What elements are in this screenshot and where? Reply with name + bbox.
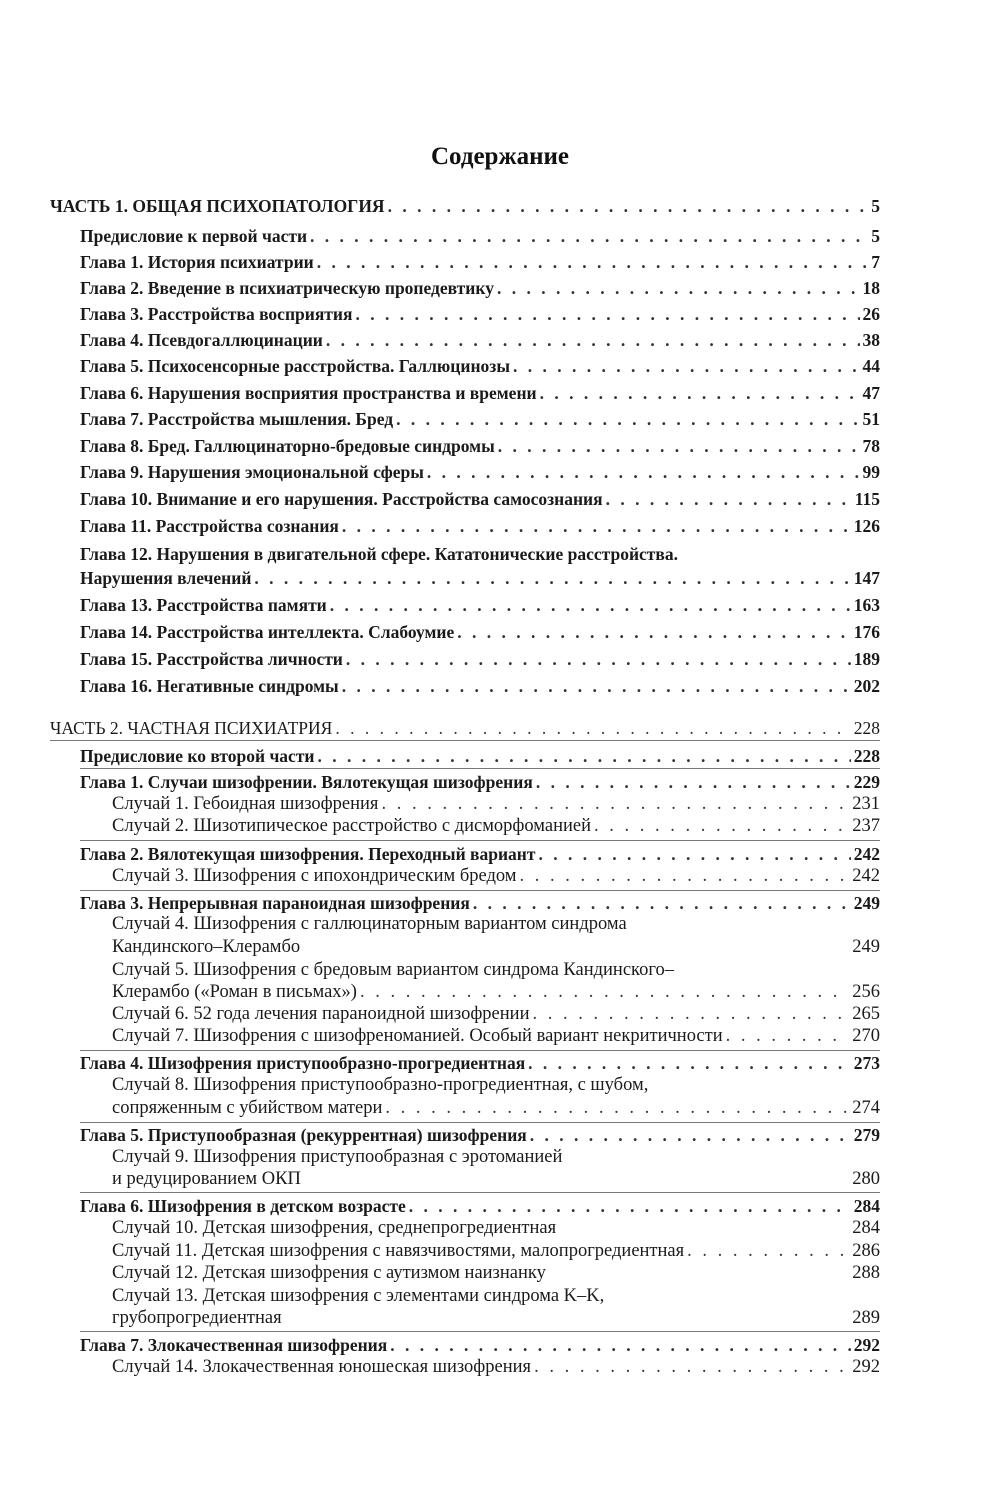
dot-leader (310, 226, 868, 247)
dot-leader (513, 356, 860, 377)
chapter-entry[interactable] (80, 1125, 880, 1146)
divider-line (50, 740, 880, 741)
case-entry-line2[interactable] (112, 982, 880, 1003)
entry-title: Глава 4. Шизофрения приступообразно-прогредиентная (80, 1053, 526, 1073)
page-number: 5 (871, 226, 880, 246)
entry-title: Глава 7. Злокачественная шизофрения (80, 1335, 388, 1355)
toc-entry[interactable] (80, 226, 880, 247)
dot-leader (520, 866, 850, 887)
toc-entry[interactable] (80, 436, 880, 457)
toc-entry[interactable] (80, 252, 880, 273)
divider-line (80, 840, 880, 841)
entry-title: Глава 1. Случаи шизофрении. Вялотекущая шизофрения (80, 772, 533, 792)
entry-title: Глава 6. Шизофрения в детском возрасте (80, 1196, 406, 1216)
entry-title: Глава 16. Негативные синдромы (80, 676, 339, 696)
dot-leader (540, 383, 860, 404)
page-number: 26 (862, 304, 880, 324)
page-number: 7 (871, 252, 880, 272)
dot-leader (726, 1026, 850, 1047)
toc-entry[interactable] (80, 516, 880, 537)
toc-entry[interactable] (80, 595, 880, 616)
dot-leader (409, 1196, 851, 1217)
divider-line (80, 1050, 880, 1051)
entry-title: Глава 14. Расстройства интеллекта. Слабоумие (80, 622, 455, 642)
entry-title: Случай 6. 52 года лечения параноидной шизофрении (112, 1004, 530, 1024)
page-number: 284 (852, 1218, 880, 1238)
dot-leader (594, 816, 849, 837)
entry-title: Случай 11. Детская шизофрения с навязчивостями, малопрогредиентная (112, 1241, 685, 1261)
entry-title-continued: грубопрогредиентная (112, 1308, 282, 1328)
case-entry[interactable] (112, 1241, 880, 1262)
dot-leader (528, 1053, 851, 1074)
toc-entry[interactable] (80, 462, 880, 483)
entry-title: Глава 6. Нарушения восприятия пространства и времени (80, 383, 537, 403)
dot-leader (497, 278, 860, 299)
dot-leader (355, 304, 859, 325)
dot-leader (335, 718, 850, 739)
page-number: 18 (862, 278, 880, 298)
dot-leader (457, 622, 850, 643)
case-entry-line1[interactable] (112, 914, 627, 935)
entry-title-continued: Нарушения влечений (80, 568, 252, 588)
dot-leader (317, 252, 869, 273)
toc-entry[interactable] (80, 383, 880, 404)
toc-entry[interactable] (80, 356, 880, 377)
toc-entry[interactable] (80, 676, 880, 697)
entry-title: Глава 5. Психосенсорные расстройства. Галлюцинозы (80, 356, 510, 376)
part-title: ЧАСТЬ 1. ОБЩАЯ ПСИХОПАТОЛОГИЯ (50, 196, 385, 216)
divider-line (80, 890, 880, 891)
chapter-entry[interactable] (80, 893, 880, 914)
case-entry[interactable] (112, 866, 880, 887)
chapter-entry[interactable] (80, 1053, 880, 1074)
dot-leader (342, 676, 851, 697)
dot-leader (427, 462, 860, 483)
entry-title: Случай 5. Шизофрения с бредовым вариантом синдрома Кандинского– (112, 960, 674, 980)
divider-line (80, 768, 880, 769)
entry-title: Случай 1. Гебоидная шизофрения (112, 794, 379, 814)
part-1-heading[interactable] (50, 196, 880, 217)
entry-title: Глава 3. Непрерывная параноидная шизофрения (80, 893, 470, 913)
page-number: 280 (852, 1169, 880, 1189)
page-number: 274 (852, 1098, 880, 1118)
case-entry-line1[interactable] (112, 1286, 604, 1307)
case-entry-line2[interactable] (112, 937, 880, 958)
toc-entry[interactable] (80, 622, 880, 643)
page-number: 249 (852, 937, 880, 957)
page-number: 115 (854, 489, 880, 509)
case-entry-line1[interactable] (112, 960, 674, 981)
entry-title: Глава 5. Приступообразная (рекуррентная) шизофрения (80, 1125, 527, 1145)
dot-leader (536, 772, 851, 793)
entry-title: Случай 12. Детская шизофрения с аутизмом наизнанку (112, 1263, 546, 1283)
page-number: 286 (852, 1241, 880, 1261)
case-entry[interactable] (112, 1263, 880, 1284)
toc-entry[interactable] (80, 746, 880, 767)
chapter-entry[interactable] (80, 1196, 880, 1217)
case-entry[interactable] (112, 1026, 880, 1047)
page-number: 228 (853, 746, 880, 766)
entry-title: Глава 2. Вялотекущая шизофрения. Переходный вариант (80, 844, 536, 864)
page-title: Содержание (430, 143, 569, 170)
page-number: 292 (853, 1335, 880, 1355)
divider-line (80, 1331, 880, 1332)
page-number: 265 (852, 1004, 880, 1024)
page-number: 284 (853, 1196, 880, 1216)
entry-title: Глава 9. Нарушения эмоциональной сферы (80, 462, 424, 482)
page-number: 288 (852, 1263, 880, 1283)
page-number: 256 (852, 982, 880, 1002)
case-entry-line2[interactable] (112, 1169, 880, 1190)
case-entry[interactable] (112, 1218, 880, 1239)
page-number: 147 (853, 568, 880, 588)
page-number: 229 (853, 772, 880, 792)
page-number: 163 (853, 595, 880, 615)
entry-title: Глава 12. Нарушения в двигательной сфере. Кататонические расстройства. (80, 544, 678, 564)
entry-title: Глава 7. Расстройства мышления. Бред (80, 409, 394, 429)
entry-title: Случай 13. Детская шизофрения с элементами синдрома K–K, (112, 1286, 605, 1306)
toc-entry-line1[interactable] (80, 544, 678, 565)
toc-entry[interactable] (80, 304, 880, 325)
page-number: 273 (853, 1053, 880, 1073)
page-number: 289 (852, 1308, 880, 1328)
dot-leader (530, 1125, 851, 1146)
page-number: 292 (852, 1357, 880, 1377)
page-number: 249 (853, 893, 880, 913)
entry-title: Глава 15. Расстройства личности (80, 649, 343, 669)
dot-leader (539, 844, 851, 865)
case-entry[interactable] (112, 816, 880, 837)
entry-title: Глава 8. Бред. Галлюцинаторно-бредовые синдромы (80, 436, 495, 456)
entry-title: Глава 10. Внимание и его нарушения. Расстройства самосознания (80, 489, 603, 509)
dot-leader (326, 330, 860, 351)
page-number: 126 (853, 516, 880, 536)
entry-title: Глава 1. История психиатрии (80, 252, 314, 272)
toc-entry[interactable] (80, 409, 880, 430)
page-number: 279 (853, 1125, 880, 1145)
entry-title-continued: и редуцированием ОКП (112, 1169, 301, 1189)
page-number: 38 (862, 330, 880, 350)
entry-title-continued: сопряженным с убийством матери (112, 1098, 383, 1118)
case-entry-line2[interactable] (112, 1308, 880, 1329)
page-number: 237 (852, 816, 880, 836)
dot-leader (687, 1241, 849, 1262)
dot-leader (346, 649, 851, 670)
page-number: 202 (853, 676, 880, 696)
divider-line (80, 1122, 880, 1123)
entry-title: Случай 8. Шизофрения приступообразно-прогредиентная, с шубом, (112, 1075, 649, 1095)
page-number: 231 (852, 794, 880, 814)
toc-entry[interactable] (80, 330, 880, 351)
page-number: 47 (862, 383, 880, 403)
chapter-entry[interactable] (80, 772, 880, 793)
case-entry-line2[interactable] (112, 1098, 880, 1119)
dot-leader (534, 1357, 849, 1378)
dot-leader (318, 746, 851, 767)
page-number: 44 (862, 356, 880, 376)
case-entry[interactable] (112, 1357, 880, 1378)
dot-leader (396, 409, 859, 430)
page-number: 176 (853, 622, 880, 642)
page-number: 99 (862, 462, 880, 482)
entry-title: Случай 14. Злокачественная юношеская шизофрения (112, 1357, 532, 1377)
chapter-entry[interactable] (80, 844, 880, 865)
entry-title: Глава 2. Введение в психиатрическую пропедевтику (80, 278, 494, 298)
divider-line (80, 1192, 880, 1193)
entry-title: Случай 9. Шизофрения приступообразная с эротоманией (112, 1147, 563, 1167)
case-entry[interactable] (112, 794, 880, 815)
entry-title: Глава 13. Расстройства памяти (80, 595, 327, 615)
case-entry-line1[interactable] (112, 1075, 648, 1096)
toc-entry-line2[interactable] (80, 568, 880, 589)
dot-leader (254, 568, 850, 589)
dot-leader (498, 436, 860, 457)
page-number: 78 (862, 436, 880, 456)
entry-title: Случай 7. Шизофрения с шизофреноманией. Особый вариант некритичности (112, 1026, 723, 1046)
toc-entry[interactable] (80, 649, 880, 670)
part-title: ЧАСТЬ 2. ЧАСТНАЯ ПСИХИАТРИЯ (50, 718, 333, 738)
page-number: 242 (852, 866, 880, 886)
page-number: 270 (852, 1026, 880, 1046)
entry-title: Случай 3. Шизофрения с ипохондрическим бредом (112, 866, 517, 886)
dot-leader (473, 893, 851, 914)
page-number: 5 (871, 196, 880, 216)
dot-leader (388, 196, 869, 217)
dot-leader (606, 489, 852, 510)
dot-leader (532, 1004, 849, 1025)
entry-title: Случай 4. Шизофрения с галлюцинаторным вариантом синдрома (112, 914, 627, 934)
toc-entry[interactable] (80, 489, 880, 510)
page-number: 242 (853, 844, 880, 864)
entry-title: Глава 3. Расстройства восприятия (80, 304, 353, 324)
page-number: 189 (853, 649, 880, 669)
dot-leader (330, 595, 851, 616)
dot-leader (390, 1335, 851, 1356)
part-2-heading[interactable] (50, 718, 880, 739)
dot-leader (381, 794, 849, 815)
case-entry[interactable] (112, 1004, 880, 1025)
entry-title: Предисловие к первой части (80, 226, 308, 246)
entry-title-continued: Кандинского–Клерамбо (112, 937, 301, 957)
entry-title: Предисловие ко второй части (80, 746, 315, 766)
dot-leader (360, 982, 849, 1003)
case-entry-line1[interactable] (112, 1147, 562, 1168)
page-number: 51 (862, 409, 880, 429)
entry-title: Случай 10. Детская шизофрения, среднепрогредиентная (112, 1218, 557, 1238)
toc-entry[interactable] (80, 278, 880, 299)
entry-title: Глава 11. Расстройства сознания (80, 516, 339, 536)
entry-title: Глава 4. Псевдогаллюцинации (80, 330, 323, 350)
dot-leader (342, 516, 851, 537)
entry-title-continued: Клерамбо («Роман в письмах») (112, 982, 357, 1002)
dot-leader (385, 1098, 849, 1119)
chapter-entry[interactable] (80, 1335, 880, 1356)
entry-title: Случай 2. Шизотипическое расстройство с дисморфоманией (112, 816, 591, 836)
page-number: 228 (853, 718, 880, 738)
